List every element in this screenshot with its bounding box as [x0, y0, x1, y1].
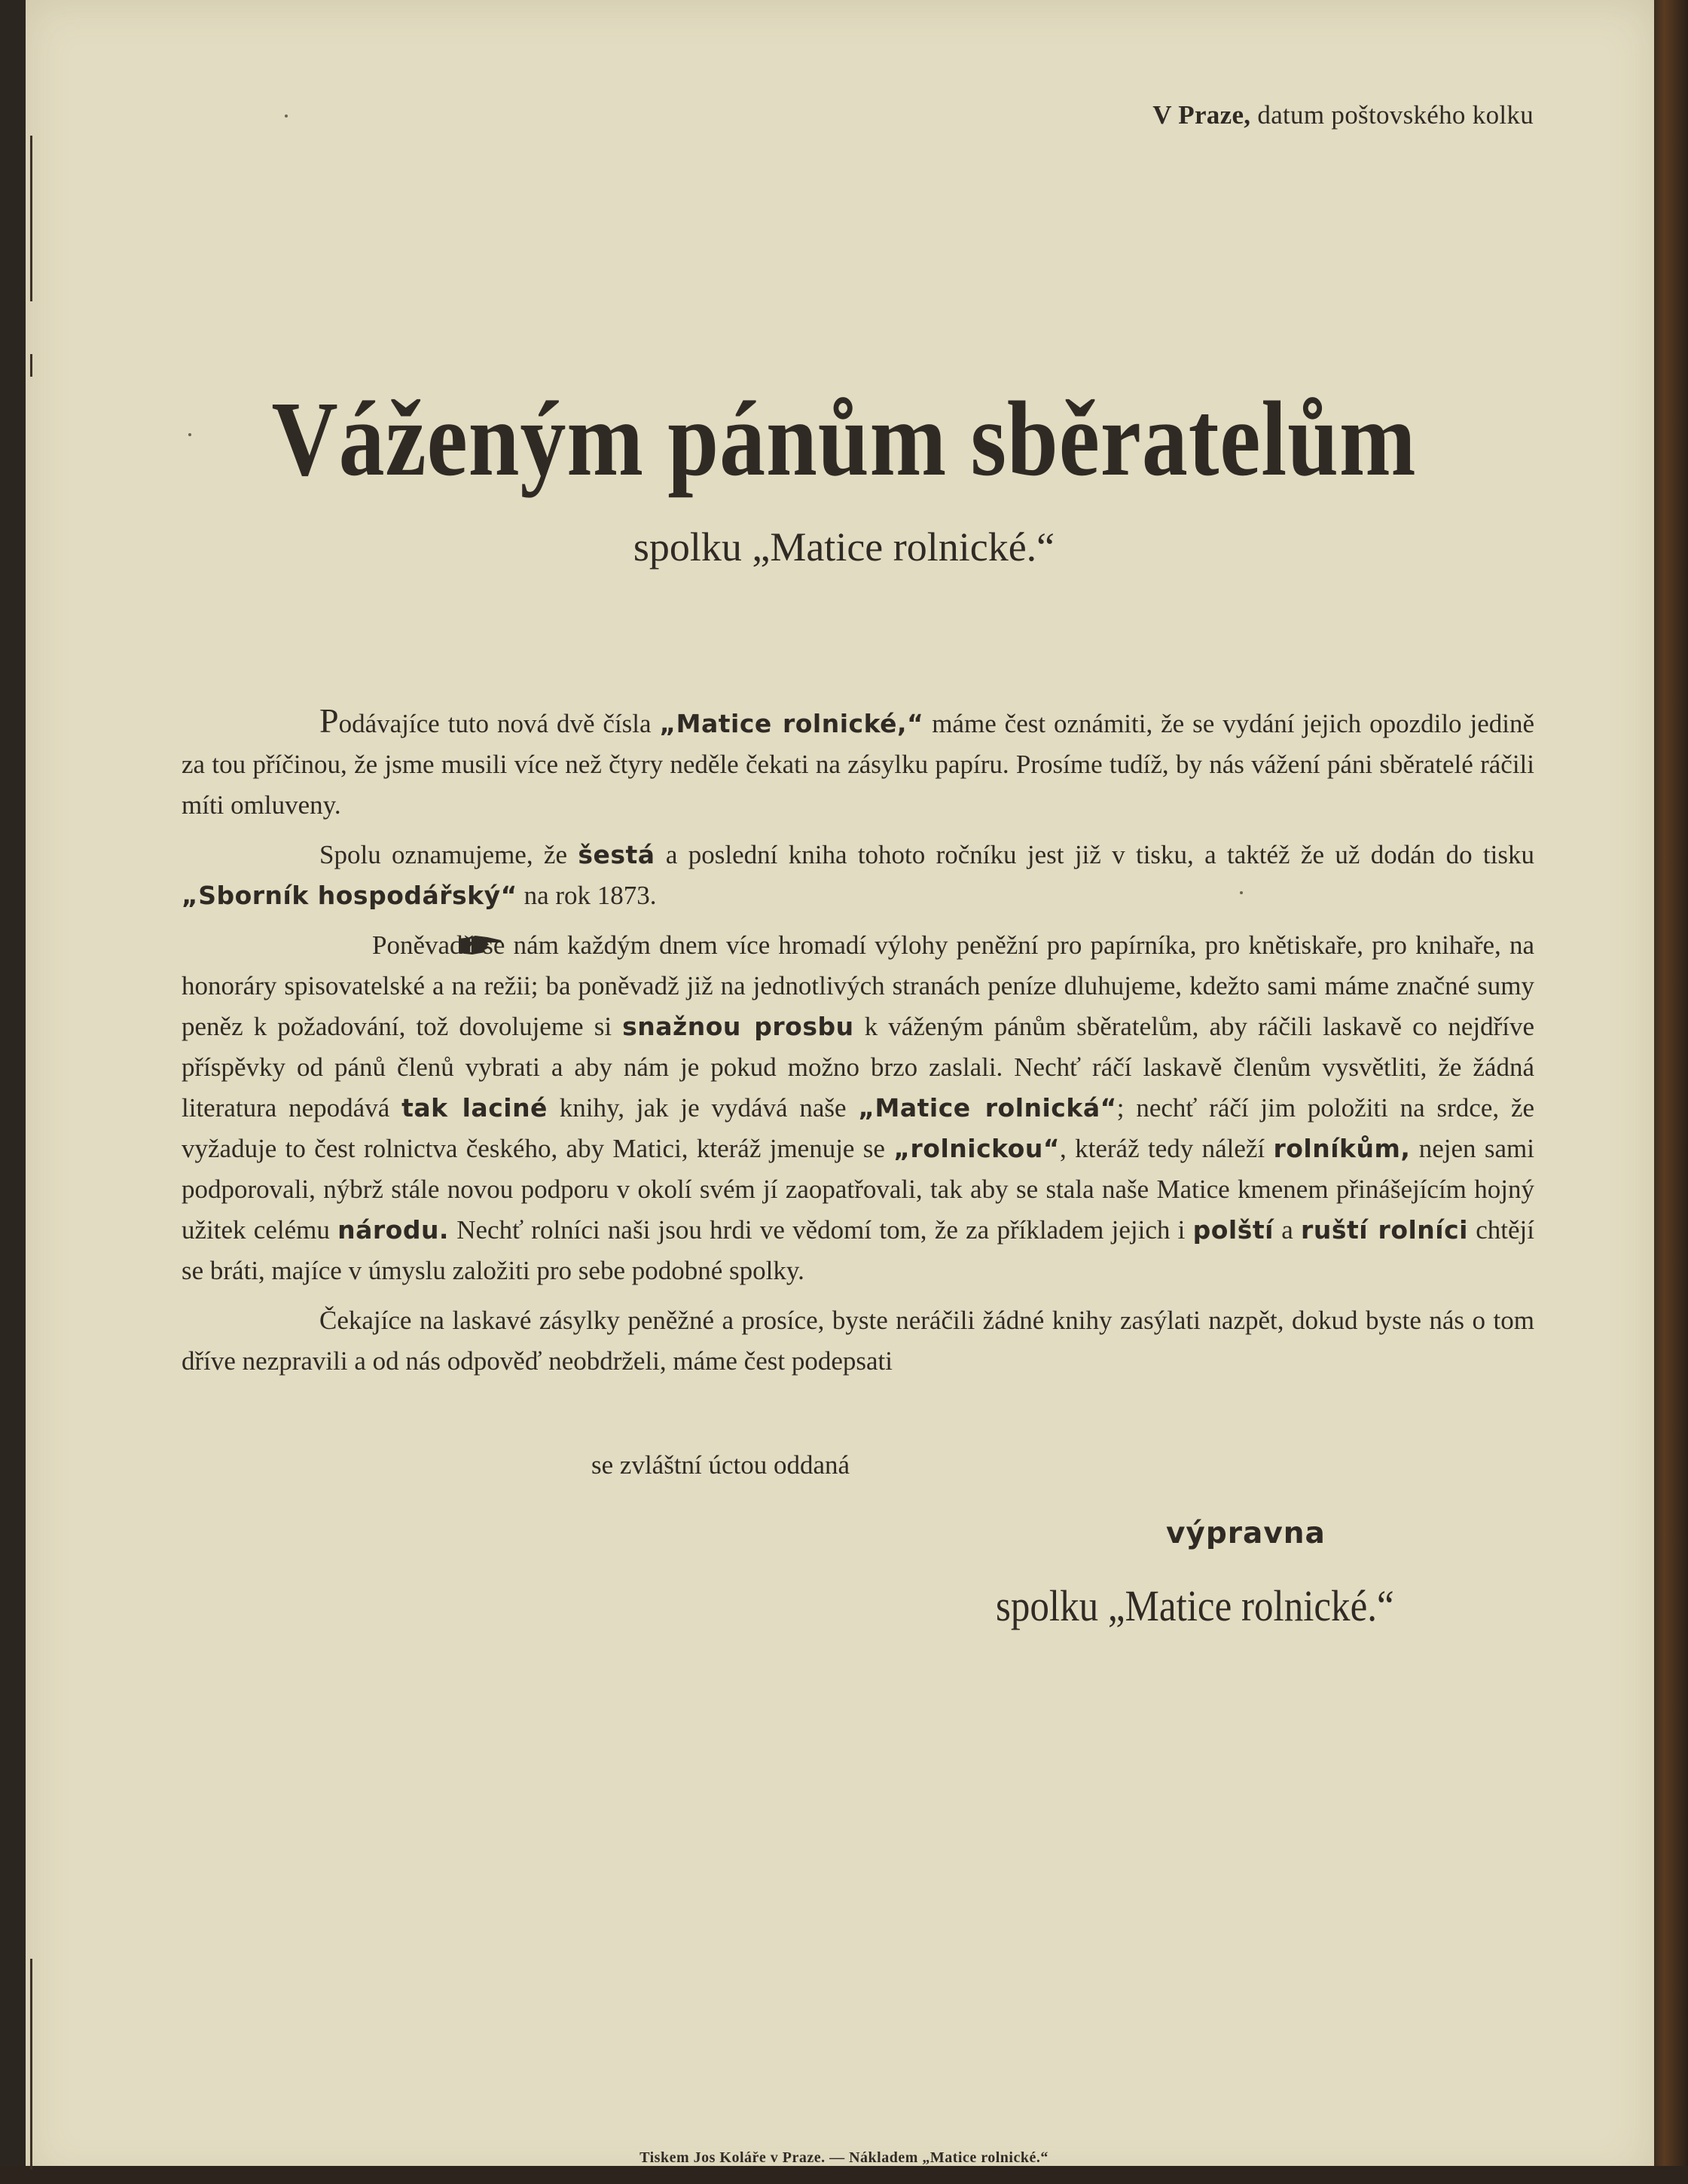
paper-speck	[285, 115, 288, 118]
binding-mark	[30, 136, 32, 301]
bold-run: ruští rolníci	[1301, 1215, 1468, 1245]
bold-run: „Sborník hospodářský“	[182, 881, 517, 910]
signature-line-2: spolku „Matice rolnické.“	[996, 1581, 1394, 1630]
bold-run: rolníkům,	[1273, 1134, 1411, 1163]
bold-run: šestá	[578, 840, 655, 869]
text-run: a poslední kniha tohoto ročníku jest již v tisku, a taktéž že už dodán do tisku	[655, 840, 1534, 869]
paragraph-4: Čekajíce na laskavé zásylky peněžné a prosíce, byste neráčili žádné knihy zasýlati nazpět, dokud byste nás o tom dříve nezpravili a od nás odpověď neobdrželi, máme čest podepsati	[182, 1306, 1534, 1376]
text-run: máme čest oznámiti, že se vydání jejich opozdilo jedině za tou příčinou, že jsme musili více než čtyry neděle čekati na zásylku papíru. Prosíme tudíž, by nás vážení páni sběratelé ráčili míti omluveny.	[182, 709, 1535, 820]
binding-mark	[30, 354, 32, 377]
text-run: na rok 1873.	[517, 881, 657, 910]
bold-run: snažnou prosbu	[622, 1012, 854, 1041]
bold-run: „Matice rolnická“	[858, 1093, 1117, 1123]
text-run: Poněvadž se nám každým dnem více hromadí výlohy peněžní pro papírníka, pro knětiskaře, pro knihaře, na honoráry spisovatelské a na režii; ba poněvadž již na jednotlivých stranách peníze dluhujeme, kdežto sami máme značné sumy peněz k požadování, tož dovolujeme si	[182, 930, 1534, 1041]
date-line	[1152, 100, 1534, 130]
text-run: k váženým pánům sběratelům, aby ráčili laskavě co nejdříve příspěvky od pánů členů vybrati a aby nám je pokud možno brzo zaslali. Nechť ráčí laskavě členům vysvětliti, že žádná literatura nepodává	[182, 1012, 1534, 1123]
bold-run: polští	[1192, 1215, 1274, 1245]
text-run: Spolu oznamujeme, že	[319, 840, 578, 869]
text-run: nejen sami podporovali, nýbrž stále novou podporu v okolí svém jí zaopatřovali, tak aby se stala naše Matice kmenem přinášejícím hojný užitek celému	[182, 1134, 1534, 1245]
text-run: Nechť rolníci naši jsou hrdi ve vědomí tom, že za příkladem jejich i	[448, 1215, 1193, 1245]
first-letter: P	[319, 701, 339, 740]
paragraph-2	[182, 835, 1534, 916]
text-run: odávajíce tuto nová dvě čísla	[338, 709, 660, 738]
text-run: knihy, jak je vydává naše	[547, 1093, 859, 1123]
date-text: datum poštovského kolku	[1257, 100, 1534, 130]
signature-line-1: výpravna	[1166, 1517, 1326, 1550]
page-title: Váženým pánům sběratelům	[271, 379, 1417, 498]
binding-mark	[30, 1959, 32, 2170]
letter-body	[182, 701, 1534, 1382]
page-edge-right	[1654, 0, 1688, 2184]
text-run: chtějí se bráti, majíce v úmyslu založiti pro sebe podobné spolky.	[182, 1215, 1534, 1285]
paragraph-3	[182, 925, 1534, 1291]
text-run: , kteráž tedy náleží	[1060, 1134, 1274, 1163]
place-name: V Praze,	[1152, 100, 1251, 130]
bold-run: tak laciné	[401, 1093, 548, 1123]
page-subtitle: spolku „Matice rolnické.“	[633, 524, 1055, 570]
closing-line: se zvláštní úctou oddaná	[591, 1450, 850, 1480]
page-edge-bottom	[0, 2166, 1688, 2184]
bold-run: „Matice rolnické,“	[659, 709, 924, 738]
paragraph-1	[182, 701, 1534, 826]
pointing-hand-icon	[319, 928, 366, 951]
bold-run: národu.	[337, 1215, 449, 1245]
bold-run: „rolnickou“	[893, 1134, 1061, 1163]
printer-footer: Tiskem Jos Koláře v Praze. — Nákladem „Matice rolnické.“	[639, 2149, 1049, 2166]
text-run: a	[1273, 1215, 1302, 1245]
text-run: ; nechť ráčí jim položiti na srdce, že vyžaduje to čest rolnictva českého, aby Matici, kteráž jmenuje se	[182, 1093, 1535, 1163]
